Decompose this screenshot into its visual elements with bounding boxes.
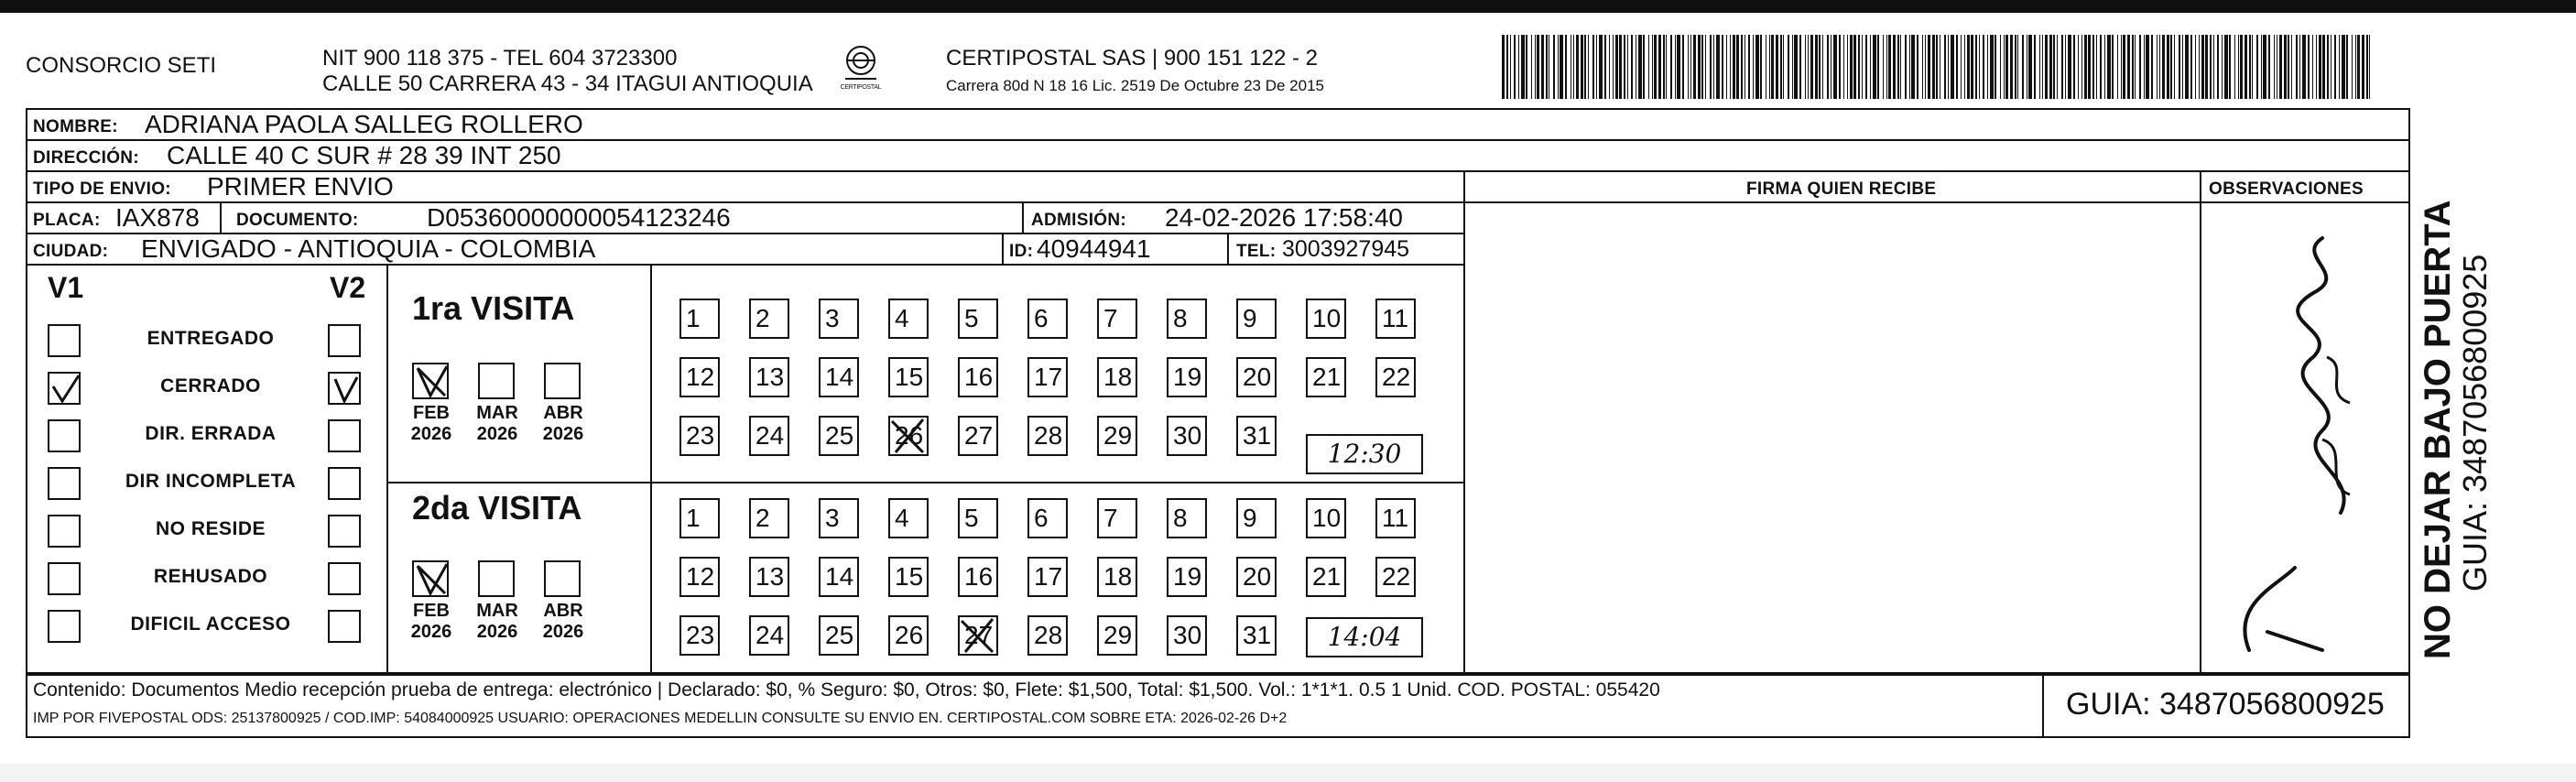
day-box[interactable]: 4 <box>888 498 929 538</box>
month-checkbox[interactable] <box>544 363 581 399</box>
month-year: 2026 <box>476 424 518 444</box>
v1-checkbox[interactable] <box>48 467 81 500</box>
month-checkbox[interactable] <box>478 363 515 399</box>
month-name: FEB <box>413 403 450 423</box>
footer-box <box>26 674 2410 738</box>
v2-checkbox[interactable] <box>328 515 361 548</box>
day-box[interactable]: 1 <box>679 498 720 538</box>
day-box[interactable]: 8 <box>1167 498 1207 538</box>
day-box[interactable]: 16 <box>958 357 998 397</box>
day-box[interactable]: 26 <box>888 416 929 456</box>
ciudad-label: CIUDAD: <box>33 242 109 261</box>
admision-value: 24-02-2026 17:58:40 <box>1165 203 1403 232</box>
nombre-value: ADRIANA PAOLA SALLEG ROLLERO <box>145 110 583 138</box>
day-box[interactable]: 31 <box>1236 416 1277 456</box>
v2-checkbox[interactable] <box>328 324 361 357</box>
side-guia: GUIA: 3487056800925 <box>2456 254 2494 592</box>
day-box[interactable]: 27 <box>958 615 998 656</box>
visit-divider <box>386 482 1463 483</box>
month-label <box>399 403 463 445</box>
direccion-label: DIRECCIÓN: <box>33 148 139 168</box>
divider <box>386 266 388 674</box>
day-box[interactable]: 30 <box>1167 416 1207 456</box>
v1-checkbox[interactable] <box>48 324 81 357</box>
day-box[interactable]: 19 <box>1167 357 1207 397</box>
month-name: ABR <box>543 601 583 621</box>
divider <box>2042 674 2044 736</box>
id-value: 40944941 <box>1037 234 1151 263</box>
day-box[interactable]: 22 <box>1375 357 1416 397</box>
day-box[interactable]: 9 <box>1236 299 1277 339</box>
day-box[interactable]: 15 <box>888 357 929 397</box>
day-box[interactable]: 7 <box>1097 299 1137 339</box>
day-box[interactable]: 23 <box>679 615 720 656</box>
day-box[interactable]: 29 <box>1097 615 1137 656</box>
divider <box>1227 234 1229 266</box>
id-label: ID: <box>1009 242 1034 261</box>
day-box[interactable]: 14 <box>819 357 859 397</box>
row-placa <box>27 203 1463 234</box>
month-year: 2026 <box>410 424 452 444</box>
row-ciudad <box>27 234 1463 266</box>
status-label: DIR INCOMPLETA <box>125 471 297 492</box>
tel-value: 3003927945 <box>1282 236 1410 262</box>
day-box[interactable]: 15 <box>888 557 929 597</box>
day-box[interactable]: 21 <box>1306 557 1346 597</box>
observaciones-header: OBSERVACIONES <box>2209 179 2364 199</box>
divider <box>220 203 222 234</box>
v2-checkbox[interactable] <box>328 610 361 643</box>
day-box[interactable]: 8 <box>1167 299 1207 339</box>
top-border <box>0 0 2576 13</box>
month-checkbox[interactable] <box>412 363 449 399</box>
month-year: 2026 <box>542 622 584 642</box>
month-name: MAR <box>476 601 518 621</box>
tel-label: TEL: <box>1236 242 1277 261</box>
month-checkbox[interactable] <box>412 560 449 597</box>
row-nombre <box>27 110 2408 141</box>
day-box[interactable]: 20 <box>1236 357 1277 397</box>
v2-checkbox[interactable] <box>328 372 361 405</box>
day-box[interactable]: 21 <box>1306 357 1346 397</box>
divider <box>1002 234 1004 266</box>
day-box[interactable]: 5 <box>958 498 998 538</box>
day-box[interactable]: 7 <box>1097 498 1137 538</box>
day-box[interactable]: 9 <box>1236 498 1277 538</box>
day-box[interactable]: 11 <box>1375 299 1416 339</box>
status-label: REHUSADO <box>153 566 268 587</box>
day-box[interactable]: 27 <box>958 416 998 456</box>
month-checkbox[interactable] <box>544 560 581 597</box>
row-tipo-envio <box>27 172 2408 203</box>
second-visit-time: 14:04 <box>1306 617 1423 657</box>
status-label: CERRADO <box>160 375 261 396</box>
v2-header: V2 <box>330 271 366 304</box>
status-label: DIR. ERRADA <box>145 423 277 444</box>
day-check-mark-icon <box>888 416 929 456</box>
status-label: NO RESIDE <box>155 518 266 539</box>
no-dejar-bajo-puerta-notice: NO DEJAR BAJO PUERTA <box>2418 200 2458 659</box>
month-name: FEB <box>413 601 450 621</box>
day-box[interactable]: 24 <box>749 615 789 656</box>
month-year: 2026 <box>410 622 452 642</box>
day-box[interactable]: 31 <box>1236 615 1277 656</box>
v1-header: V1 <box>48 271 84 304</box>
footer-imp: IMP POR FIVEPOSTAL ODS: 25137800925 / COD.IMP: 54084000925 USUARIO: OPERACIONES MEDELLIN CONSULTE SU ENVIO EN. CERTIPOSTAL.COM SOBRE ETA: 2026-02-26 D+2 <box>33 711 1288 726</box>
day-box[interactable]: 30 <box>1167 615 1207 656</box>
page-edge <box>0 764 2576 782</box>
month-name: ABR <box>543 403 583 423</box>
carrier-name: CERTIPOSTAL SAS | 900 151 122 - 2 <box>946 46 1318 71</box>
month-label <box>531 601 595 643</box>
day-box[interactable]: 17 <box>1027 557 1068 597</box>
firma-column-divider <box>1463 172 1465 674</box>
second-visit-title: 2da VISITA <box>412 489 582 527</box>
barcode <box>1502 35 2372 99</box>
company-address: CALLE 50 CARRERA 43 - 34 ITAGUI ANTIOQUIA <box>322 71 813 96</box>
footer-contenido: Contenido: Documentos Medio recepción prueba de entrega: electrónico | Declarado: $0, % Seguro: $0, Otros: $0, Flete: $1,500, Total: $1,500. Vol.: 1*1*1. 0.5 1 Unid. COD. POSTAL: 055420 <box>33 679 1660 701</box>
certipostal-logo-icon <box>829 42 893 97</box>
day-box[interactable]: 1 <box>679 299 720 339</box>
tipo-label: TIPO DE ENVIO: <box>33 179 171 199</box>
month-name: MAR <box>476 403 518 423</box>
month-year: 2026 <box>542 424 584 444</box>
day-box[interactable]: 25 <box>819 416 859 456</box>
divider <box>650 266 652 674</box>
tipo-value: PRIMER ENVIO <box>207 172 394 201</box>
documento-label: DOCUMENTO: <box>236 211 359 230</box>
first-visit-time: 12:30 <box>1306 434 1423 474</box>
day-box[interactable]: 23 <box>679 416 720 456</box>
placa-value: IAX878 <box>115 203 200 232</box>
day-box[interactable]: 3 <box>819 498 859 538</box>
signature-image <box>2212 220 2396 674</box>
day-box[interactable]: 25 <box>819 615 859 656</box>
placa-label: PLACA: <box>33 211 101 230</box>
day-box[interactable]: 19 <box>1167 557 1207 597</box>
observaciones-column-divider <box>2200 172 2201 674</box>
day-check-mark-icon <box>958 615 998 656</box>
day-box[interactable]: 17 <box>1027 357 1068 397</box>
documento-value: D05360000000054123246 <box>427 203 731 232</box>
day-box[interactable]: 28 <box>1027 615 1068 656</box>
month-label <box>399 601 463 643</box>
logo-caption: CERTIPOSTAL <box>840 84 882 91</box>
day-box[interactable]: 10 <box>1306 299 1346 339</box>
day-box[interactable]: 11 <box>1375 498 1416 538</box>
v1-checkbox[interactable] <box>48 610 81 643</box>
v2-checkbox[interactable] <box>328 562 361 595</box>
divider <box>1022 203 1024 234</box>
day-box[interactable]: 14 <box>819 557 859 597</box>
day-box[interactable]: 12 <box>679 357 720 397</box>
day-box[interactable]: 10 <box>1306 498 1346 538</box>
month-year: 2026 <box>476 622 518 642</box>
day-box[interactable]: 24 <box>749 416 789 456</box>
direccion-value: CALLE 40 C SUR # 28 39 INT 250 <box>167 141 561 169</box>
v2-checkbox[interactable] <box>328 467 361 500</box>
firma-header: FIRMA QUIEN RECIBE <box>1746 179 1937 199</box>
v1-checkbox[interactable] <box>48 419 81 452</box>
first-visit-title: 1ra VISITA <box>412 289 575 327</box>
company-name: CONSORCIO SETI <box>26 53 217 78</box>
v2-checkbox[interactable] <box>328 419 361 452</box>
day-box[interactable]: 26 <box>888 615 929 656</box>
day-box[interactable]: 29 <box>1097 416 1137 456</box>
admision-label: ADMISIÓN: <box>1031 211 1127 230</box>
month-checkbox[interactable] <box>478 560 515 597</box>
nit-tel: NIT 900 118 375 - TEL 604 3723300 <box>322 46 678 71</box>
v1-checkbox[interactable] <box>48 515 81 548</box>
day-box[interactable]: 13 <box>749 357 789 397</box>
day-box[interactable]: 18 <box>1097 557 1137 597</box>
delivery-form <box>26 108 2410 674</box>
status-label: DIFICIL ACCESO <box>130 614 291 635</box>
day-box[interactable]: 16 <box>958 557 998 597</box>
day-box[interactable]: 4 <box>888 299 929 339</box>
row-direccion <box>27 141 2408 172</box>
footer-guia: GUIA: 3487056800925 <box>2066 687 2385 722</box>
day-box[interactable]: 3 <box>819 299 859 339</box>
month-label <box>465 601 529 643</box>
day-box[interactable]: 22 <box>1375 557 1416 597</box>
month-label <box>531 403 595 445</box>
month-label <box>465 403 529 445</box>
day-box[interactable]: 6 <box>1027 498 1068 538</box>
status-label: ENTREGADO <box>147 328 275 349</box>
carrier-license: Carrera 80d N 18 16 Lic. 2519 De Octubre 23 De 2015 <box>946 77 1324 94</box>
day-box[interactable]: 13 <box>749 557 789 597</box>
day-box[interactable]: 18 <box>1097 357 1137 397</box>
nombre-label: NOMBRE: <box>33 117 118 136</box>
day-box[interactable]: 28 <box>1027 416 1068 456</box>
day-box[interactable]: 2 <box>749 498 789 538</box>
day-box[interactable]: 5 <box>958 299 998 339</box>
v1-checkbox[interactable] <box>48 372 81 405</box>
day-box[interactable]: 12 <box>679 557 720 597</box>
day-box[interactable]: 6 <box>1027 299 1068 339</box>
ciudad-value: ENVIGADO - ANTIOQUIA - COLOMBIA <box>141 234 596 263</box>
day-box[interactable]: 2 <box>749 299 789 339</box>
v1-checkbox[interactable] <box>48 562 81 595</box>
day-box[interactable]: 20 <box>1236 557 1277 597</box>
